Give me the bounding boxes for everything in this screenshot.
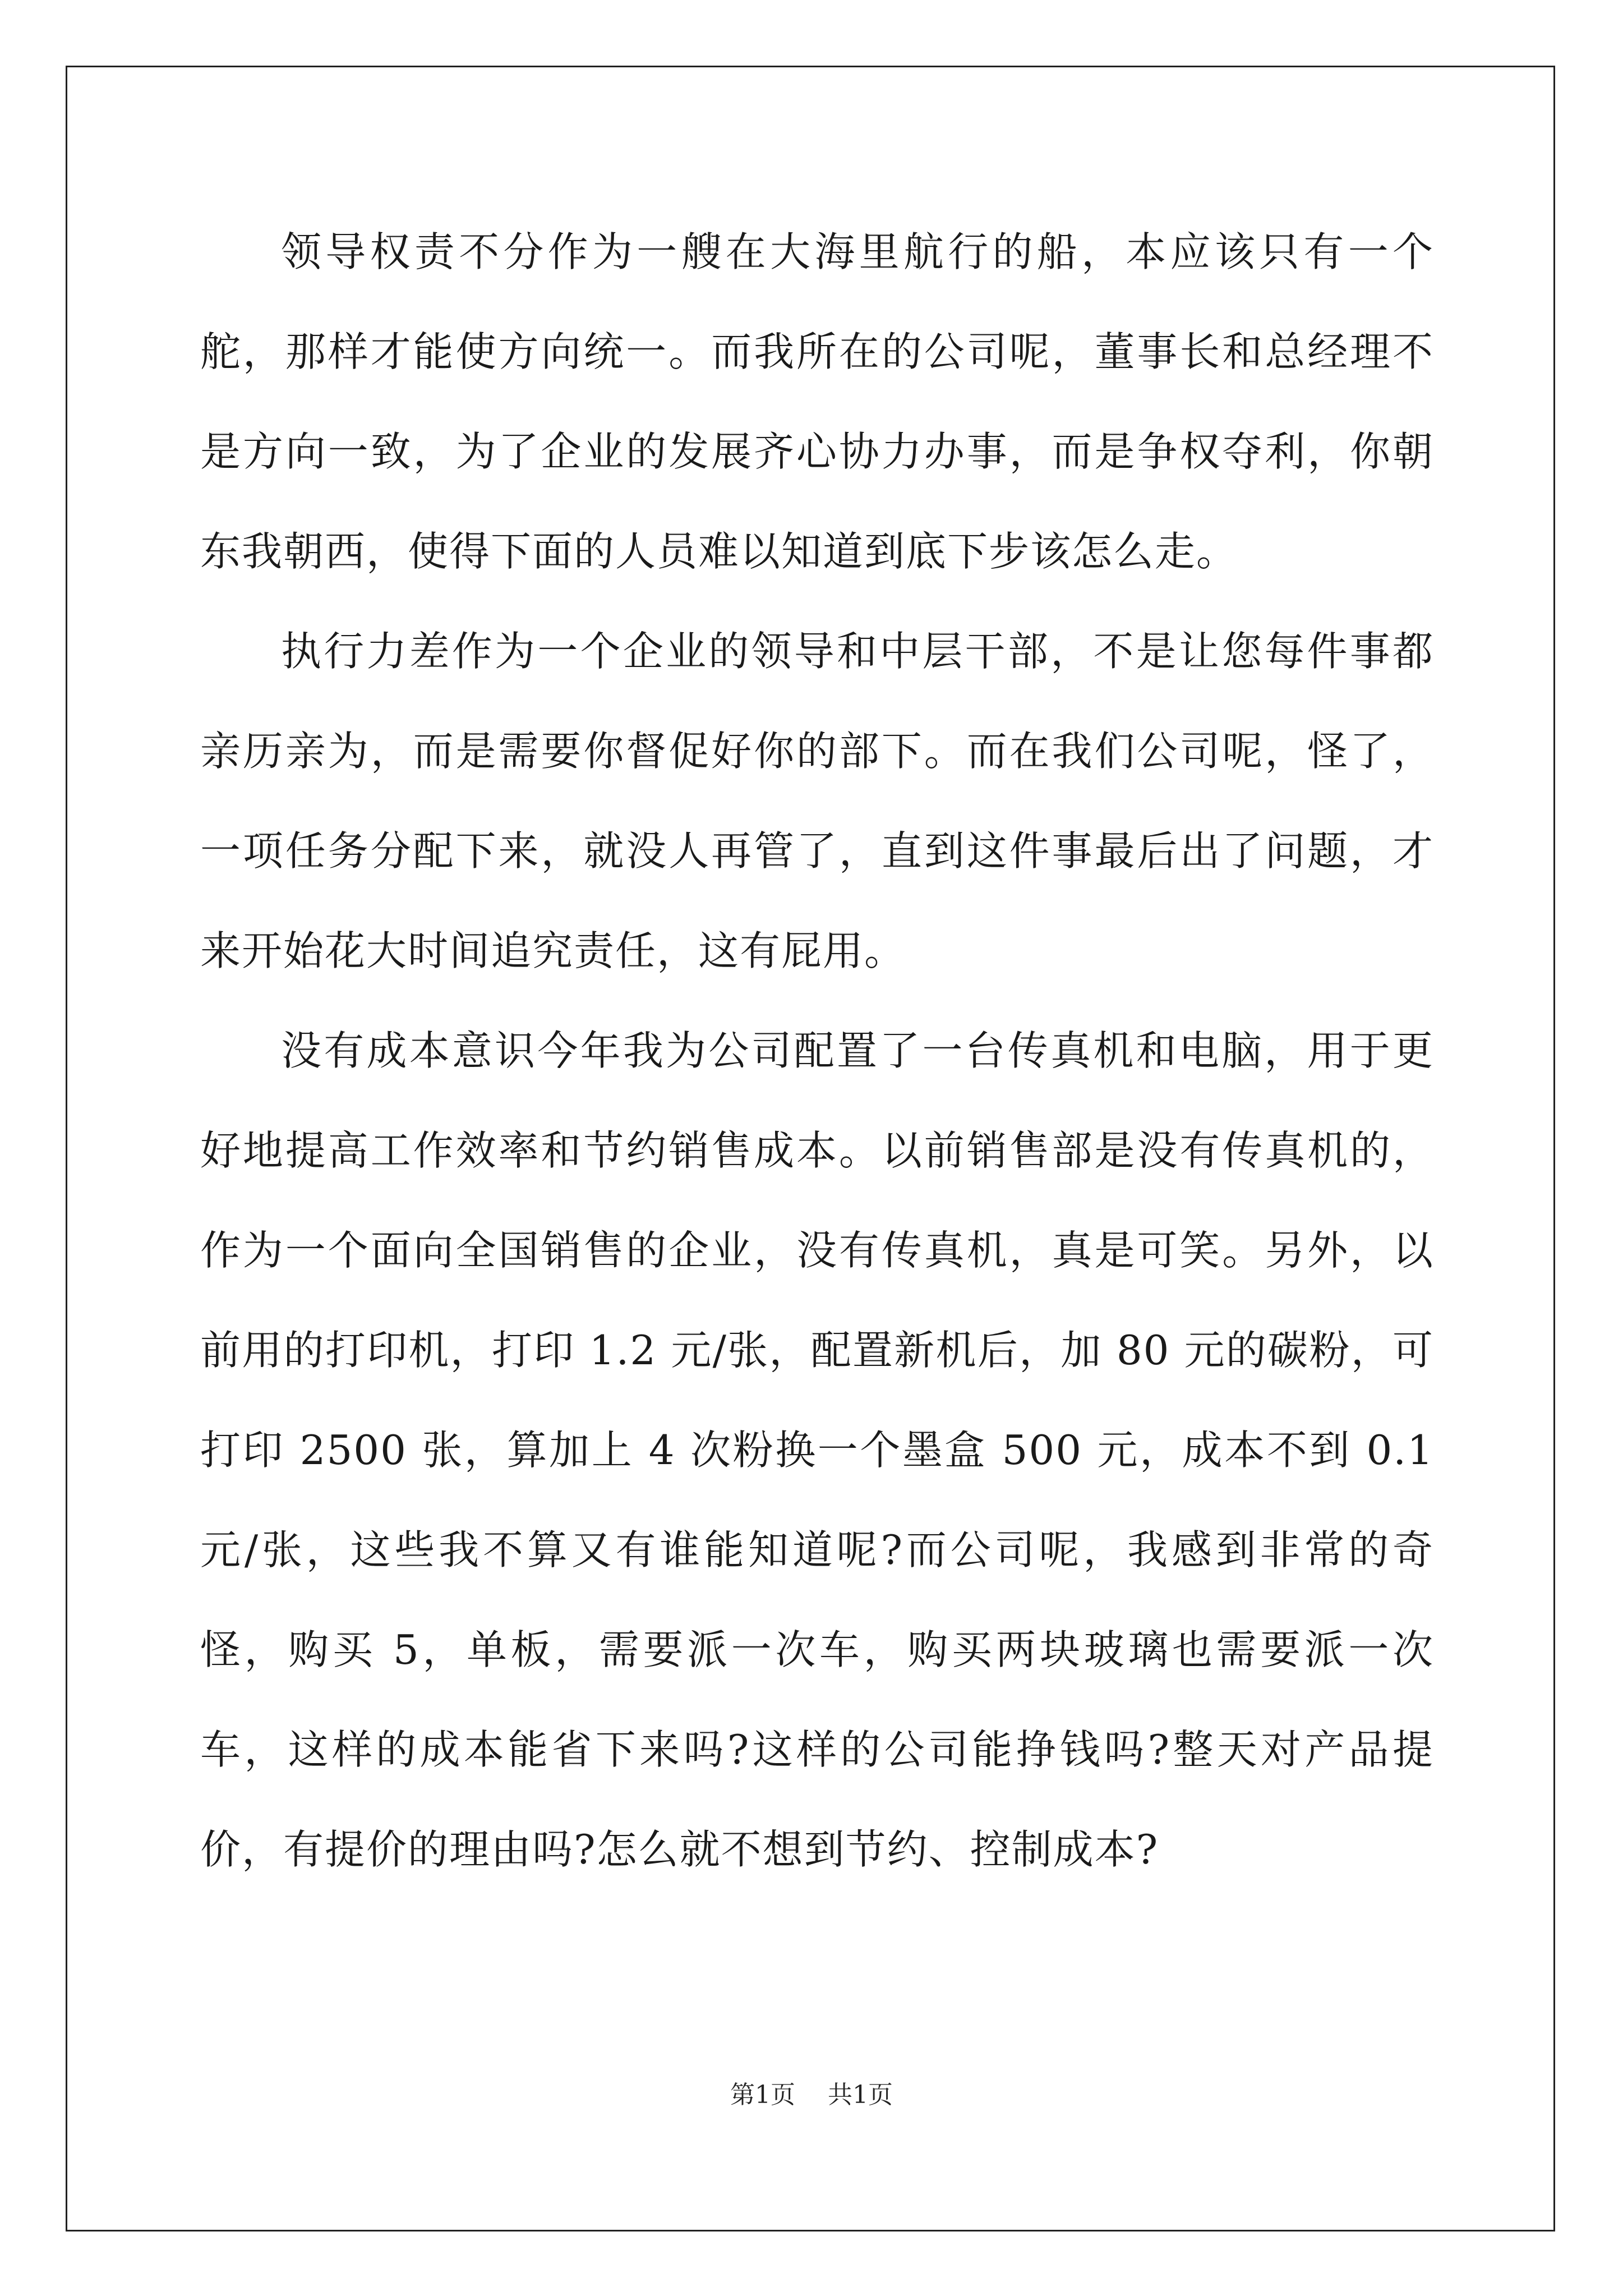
paragraph-cost: 没有成本意识今年我为公司配置了一台传真机和电脑，用于更好地提高工作效率和节约销售成本。以前销售部是没有传真机的，作为一个面向全国销售的企业，没有传真机，真是可笑。另外，以前用的打印机，打印 1.2 元/张，配置新机后，加 80 元的碳粉，可打印 2500 张，算加上 4 次粉换一个墨盒 500 元，成本不到 0.1 元/张，这些我不算又有谁能知道呢?而公司呢，我感到非常的奇怪，购买 5，单板，需要派一次车，购买两块玻璃也需要派一次车，这样的成本能省下来吗?这样的公司能挣钱吗?整天对产品提价，有提价的理由吗?怎么就不想到节约、控制成本? [200,1027,1434,1873]
paragraph-leadership: 领导权责不分作为一艘在大海里航行的船，本应该只有一个舵，那样才能使方向统一。而我所在的公司呢，董事长和总经理不是方向一致，为了企业的发展齐心协力办事，而是争权夺利，你朝东我朝西，使得下面的人员难以知道到底下步该怎么走。 [200,228,1434,575]
page-number: 第1页 [730,2081,795,2109]
paragraph-execution: 执行力差作为一个企业的领导和中层干部，不是让您每件事都亲历亲为，而是需要你督促好你的部下。而在我们公司呢，怪了，一项任务分配下来，就没人再管了，直到这件事最后出了问题，才来开始花大时间追究责任，这有屁用。 [200,628,1434,974]
page-total: 共1页 [828,2081,893,2109]
page-footer [0,2078,1623,2112]
document-body [200,202,1434,1899]
